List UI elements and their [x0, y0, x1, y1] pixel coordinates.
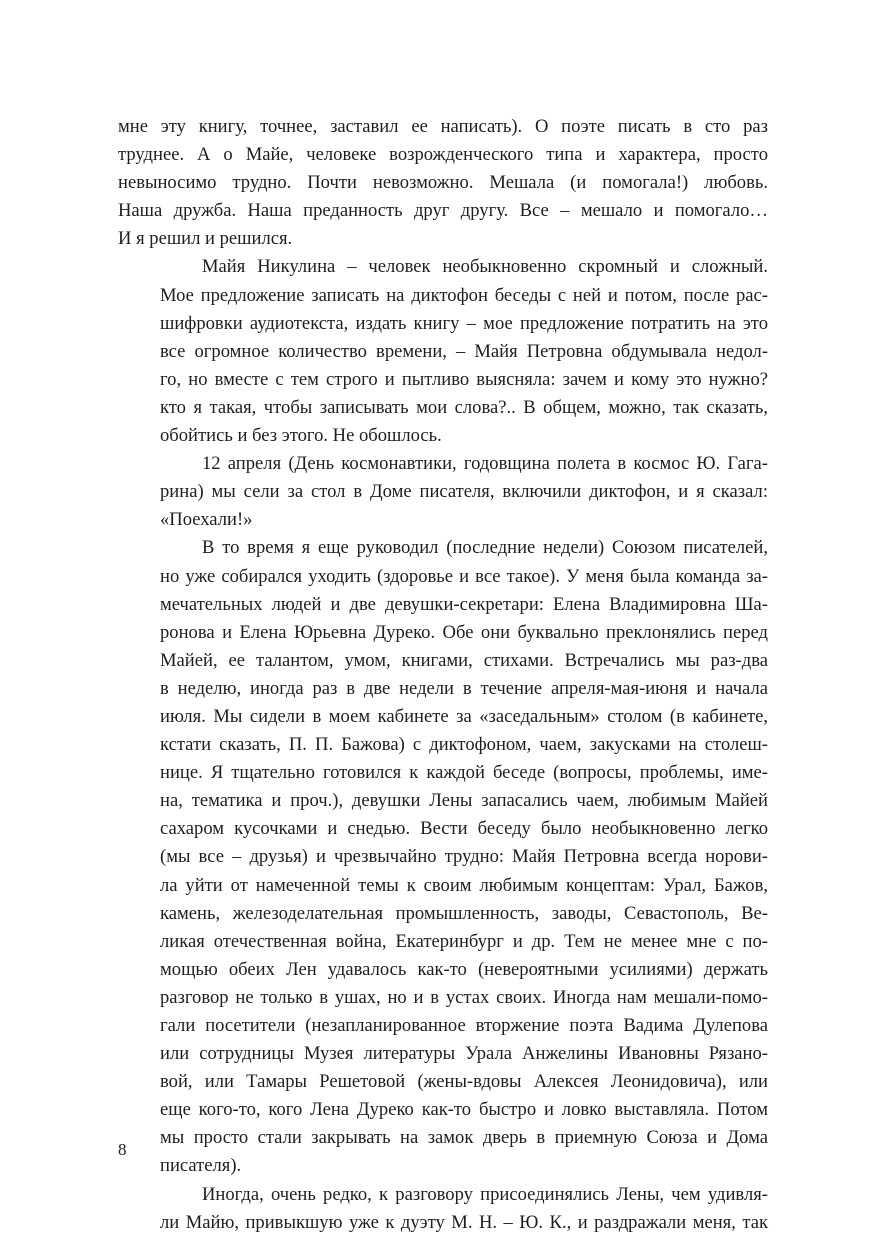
text-line: еще кого-то, кого Лена Дуреко как-то быстро и ловко выставляла. Потом	[160, 1099, 768, 1121]
text-line: нице. Я тщательно готовился к каждой беседе (вопросы, проблемы, име-	[160, 762, 768, 784]
text-line: обойтись и без этого. Не обошлось.	[160, 425, 442, 447]
text-line: Майей, ее талантом, умом, книгами, стихами. Встречались мы раз-два	[160, 649, 768, 671]
text-line: Иногда, очень редко, к разговору присоединялись Лены, чем удивля-	[202, 1183, 768, 1205]
text-line: Майя Никулина – человек необыкновенно скромный и сложный.	[202, 256, 768, 278]
text-line: мощью обеих Лен удавалось как-то (невероятными усилиями) держать	[160, 958, 768, 980]
text-line: в неделю, иногда раз в две недели в течение апреля-мая-июня и начала	[160, 677, 768, 699]
paragraph	[118, 1181, 768, 1237]
text-line: ла уйти от намеченной темы к своим любимым концептам: Урал, Бажов,	[160, 874, 768, 896]
paragraph	[118, 113, 768, 253]
text-line: сахаром кусочками и снедью. Вести беседу было необыкновенно легко	[160, 818, 768, 840]
paragraph	[118, 450, 768, 534]
text-line: «Поехали!»	[160, 509, 253, 531]
body-text	[118, 113, 768, 1237]
text-line: шифровки аудиотекста, издать книгу – мое предложение потратить на это	[160, 312, 768, 334]
text-line: вой, или Тамары Решетовой (жены-вдовы Алексея Леонидовича), или	[160, 1071, 768, 1093]
text-line: (мы все – друзья) и чрезвычайно трудно: Майя Петровна всегда норови-	[160, 846, 768, 868]
text-line: кто я такая, чтобы записывать мои слова?.. В общем, можно, так сказать,	[160, 396, 768, 418]
text-line: Мое предложение записать на диктофон беседы с ней и потом, после рас-	[160, 284, 768, 306]
text-line: гали посетители (незапланированное вторжение поэта Вадима Дулепова	[160, 1015, 768, 1036]
text-line: камень, железоделательная промышленность, заводы, Севастополь, Ве-	[160, 902, 768, 924]
text-line: невыносимо трудно. Почти невозможно. Мешала (и помогала!) любовь.	[118, 172, 768, 194]
text-line: рина) мы сели за стол в Доме писателя, включили диктофон, и я сказал:	[160, 481, 768, 503]
text-line: го, но вместе с тем строго и пытливо выясняла: зачем и кому это нужно?	[160, 368, 768, 390]
text-line: мы просто стали закрывать на замок дверь в приемную Союза и Дома	[160, 1127, 768, 1149]
text-line: мечательных людей и две девушки-секретари: Елена Владимировна Ша-	[160, 593, 768, 615]
text-line: разговор не только в ушах, но и в устах своих. Иногда нам мешали-помо-	[160, 986, 768, 1008]
text-line: но уже собирался уходить (здоровье и все такое). У меня была команда за-	[160, 565, 768, 587]
text-line: на, тематика и проч.), девушки Лены запасались чаем, любимым Майей	[160, 790, 768, 812]
text-line: ли Майю, привыкшую уже к дуэту М. Н. – Ю. К., и раздражали меня, так	[160, 1211, 768, 1233]
text-line: ликая отечественная война, Екатеринбург и др. Тем не менее мне с по-	[160, 930, 768, 952]
text-line: или сотрудницы Музея литературы Урала Анжелины Ивановны Рязано-	[160, 1043, 768, 1065]
text-line: все огромное количество времени, – Майя Петровна обдумывала недол-	[160, 340, 768, 362]
text-line: труднее. А о Майе, человеке возрожденческого типа и характера, просто	[118, 144, 768, 166]
paragraph	[118, 534, 768, 1180]
text-line: И я решил и решился.	[118, 228, 293, 250]
text-line: писателя).	[160, 1155, 242, 1177]
text-line: 12 апреля (День космонавтики, годовщина полета в космос Ю. Гага-	[202, 453, 768, 475]
text-line: июля. Мы сидели в моем кабинете за «заседальным» столом (в кабинете,	[160, 705, 768, 727]
text-line: кстати сказать, П. П. Бажова) с диктофоном, чаем, закусками на столеш-	[160, 734, 768, 756]
paragraph	[118, 253, 768, 450]
text-line: Наша дружба. Наша преданность друг другу. Все – мешало и помогало…	[118, 200, 768, 222]
page-number: 8	[118, 1140, 127, 1159]
text-line: мне эту книгу, точнее, заставил ее написать). О поэте писать в сто раз	[118, 116, 768, 137]
text-line: В то время я еще руководил (последние недели) Союзом писателей,	[202, 537, 768, 559]
text-line: ронова и Елена Юрьевна Дуреко. Обе они буквально преклонялись перед	[160, 621, 768, 643]
